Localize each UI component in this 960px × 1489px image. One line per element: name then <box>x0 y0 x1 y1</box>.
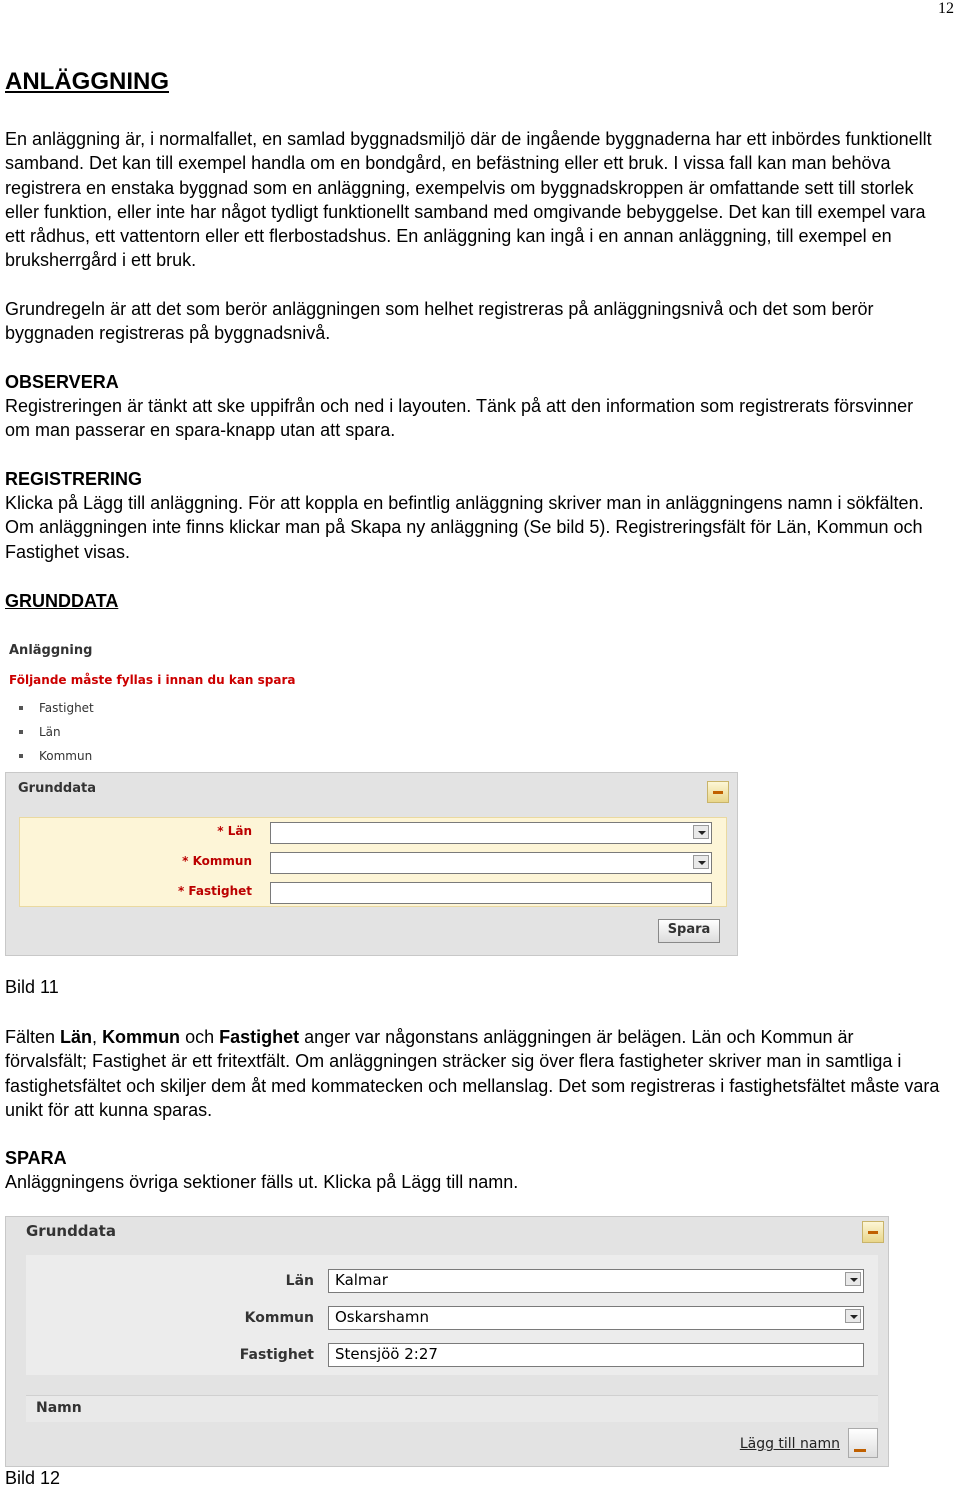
list-item: Kommun <box>13 744 94 768</box>
caption-bild-12: Bild 12 <box>5 1468 61 1488</box>
dropdown-arrow-icon <box>845 1309 861 1323</box>
add-name-link[interactable]: Lägg till namn <box>739 1436 840 1452</box>
kommun-select[interactable] <box>270 852 712 874</box>
falten-kommun: Kommun <box>102 1027 181 1047</box>
dropdown-arrow-icon <box>845 1272 861 1286</box>
lan-select[interactable] <box>328 1269 864 1293</box>
observera-text: Registreringen är tänkt att ske uppifrån och ned i layouten. Tänk på att den information som registrerats försvinner om man passerar en spara-knapp utan att spara. <box>5 396 914 441</box>
fastighet-input[interactable] <box>270 882 712 904</box>
rule-paragraph: Grundregeln är att det som berör anläggningen som helhet registreras på anläggningsnivå och det som berör byggnaden registreras på byggnadsnivå. <box>5 299 874 344</box>
page-number: 12 <box>938 0 954 17</box>
falten-fastighet: Fastighet <box>219 1027 300 1047</box>
falten-lan: Län <box>60 1027 93 1047</box>
fastighet-label: Fastighet <box>239 1347 314 1363</box>
grunddata-panel <box>5 772 738 956</box>
spara-heading: SPARA <box>5 1148 67 1168</box>
panel-title: Grunddata <box>26 1222 116 1240</box>
falten-paragraph <box>5 1025 940 1122</box>
registrering-heading: REGISTRERING <box>5 469 143 489</box>
grunddata-heading: GRUNDDATA <box>5 591 119 611</box>
validation-error: Följande måste fyllas i innan du kan spara <box>9 673 296 687</box>
kommun-label: Kommun <box>244 1310 314 1326</box>
falten-prefix: Fälten <box>5 1027 61 1047</box>
lan-select[interactable] <box>270 822 712 844</box>
lan-label: * Län <box>217 824 252 838</box>
dropdown-arrow-icon <box>693 825 709 839</box>
save-button[interactable]: Spara <box>658 919 720 943</box>
registrering-text: Klicka på Lägg till anläggning. För att koppla en befintlig anläggning skriver man in anläggningens namn i sökfälten. Om anläggningen inte finns klickar man på Skapa ny anläggning (Se bild 5). Registreringsfält för Län, Kommun och Fastighet visas. <box>5 493 924 562</box>
kommun-label: * Kommun <box>182 854 252 868</box>
screenshot-bild-11 <box>5 638 740 956</box>
required-fields-area <box>19 817 727 907</box>
panel-title: Grunddata <box>18 781 96 796</box>
form-heading: Anläggning <box>9 643 93 658</box>
kommun-value: Oskarshamn <box>335 1308 430 1326</box>
add-name-button[interactable] <box>848 1428 878 1458</box>
fastighet-label: * Fastighet <box>177 884 252 898</box>
list-item: Fastighet <box>13 696 94 720</box>
observera-heading: OBSERVERA <box>5 372 119 392</box>
collapse-button[interactable] <box>707 781 729 803</box>
page-title: ANLÄGGNING <box>5 68 169 95</box>
kommun-select[interactable] <box>328 1306 864 1330</box>
collapse-button[interactable] <box>862 1221 884 1243</box>
lan-label: Län <box>285 1273 314 1289</box>
caption-bild-11: Bild 11 <box>5 977 59 997</box>
required-fields-list <box>13 696 94 768</box>
falten-sep: , <box>92 1027 103 1047</box>
falten-och: och <box>180 1027 220 1047</box>
dropdown-arrow-icon <box>693 855 709 869</box>
lan-value: Kalmar <box>335 1271 388 1289</box>
fastighet-input[interactable]: Stensjöö 2:27 <box>328 1343 864 1367</box>
spara-text: Anläggningens övriga sektioner fälls ut. Klicka på Lägg till namn. <box>5 1172 519 1192</box>
screenshot-bild-12 <box>5 1216 889 1467</box>
grunddata-fields <box>26 1255 878 1375</box>
namn-label: Namn <box>36 1400 82 1416</box>
list-item: Län <box>13 720 94 744</box>
namn-section <box>26 1395 878 1422</box>
falten-rest: anger var någonstans anläggningen är belägen. Län och Kommun är förvalsfält; Fastighet är ett fritextfält. Om anläggningen sträcker sig över flera fastigheter skriver man in samtliga i fastighetsfältet och skiljer dem åt med kommatecken och mellanslag. Det som registreras i fastighetsfältet måste vara unikt för att kunna sparas. <box>5 1027 940 1120</box>
intro-paragraph: En anläggning är, i normalfallet, en samlad byggnadsmiljö där de ingående byggnaderna har ett inbördes funktionellt samband. Det kan till exempel handla om en bondgård, en befästning eller ett bruk. I vissa fall kan man behöva registrera en enstaka byggnad som en anläggning, exempelvis om byggnadskroppen är omfattande sett till storlek eller funktion, eller inte har något tydligt funktionellt samband med omgivande bebyggelse. Det kan till exempel vara ett rådhus, ett vattentorn eller ett flerbostadshus. En anläggning kan ingå i en annan anläggning, till exempel en bruksherrgård i ett bruk. <box>5 129 932 271</box>
